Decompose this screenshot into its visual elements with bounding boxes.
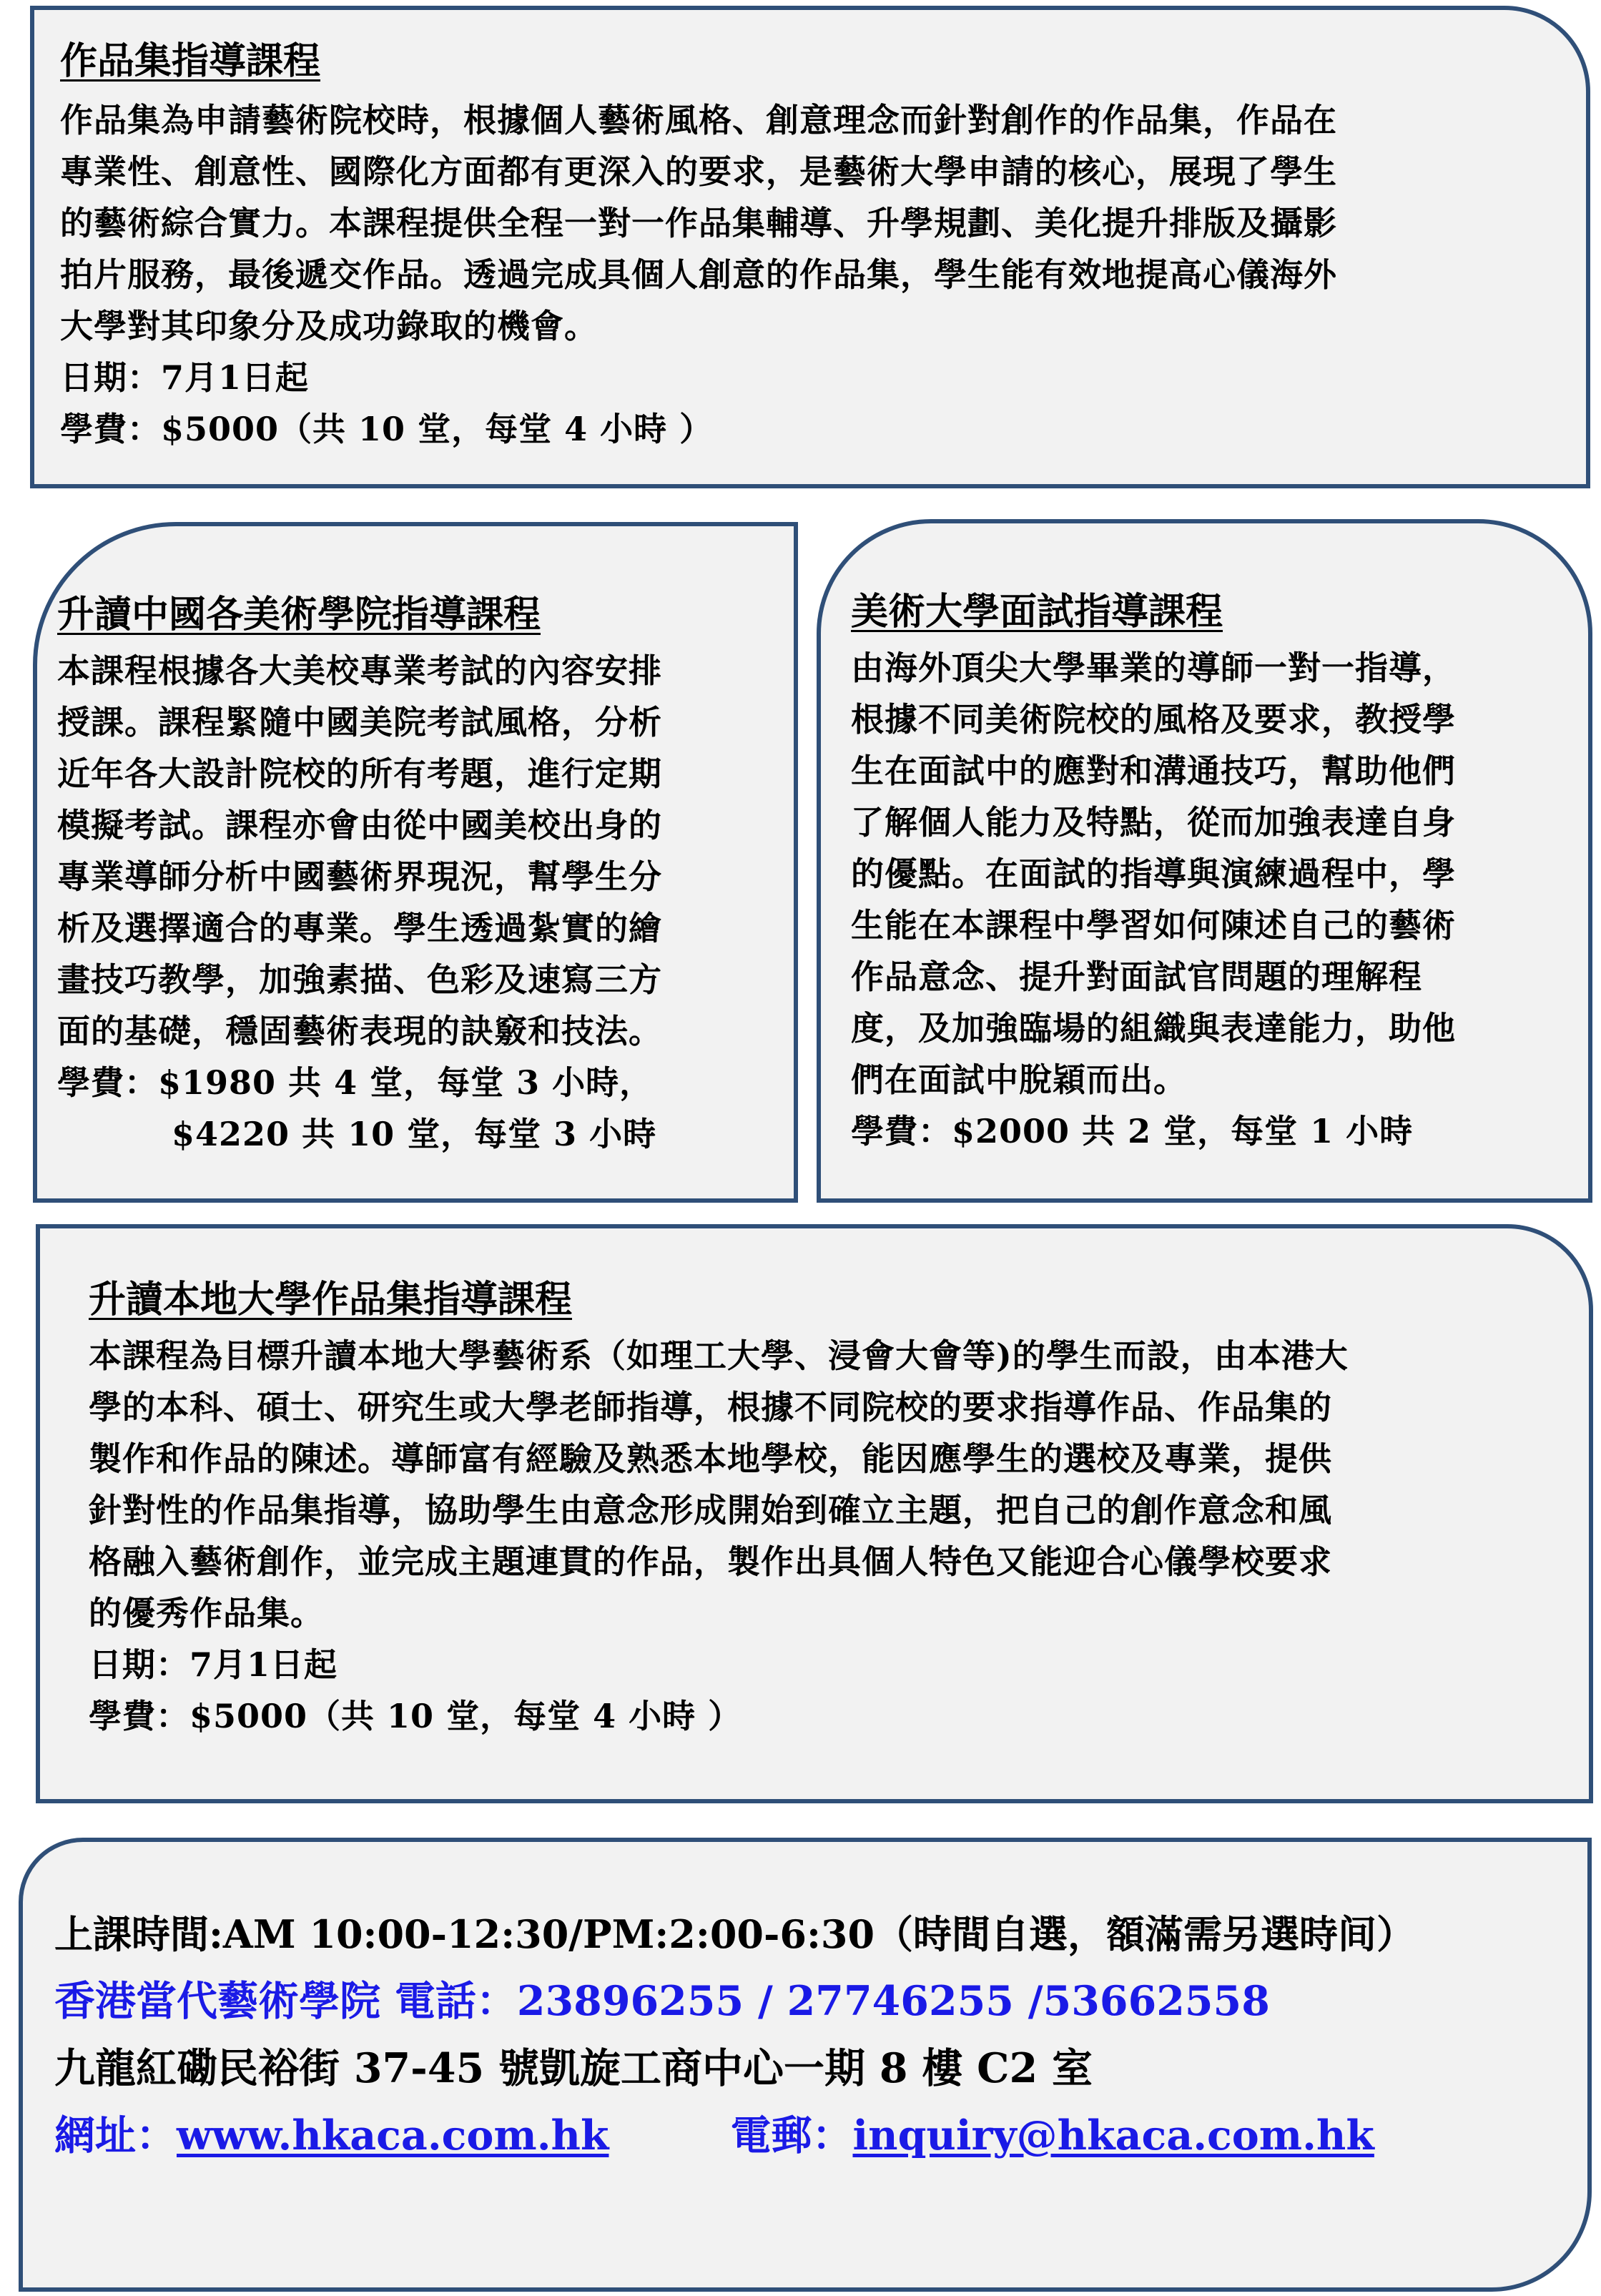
local-line: 本課程為目標升讀本地大學藝術系（如理工大學、浸會大會等)的學生而設，由本港大: [89, 1336, 1349, 1375]
interview-line: 生在面試中的應對和溝通技巧，幫助他們: [851, 752, 1456, 790]
portfolio-fee: 學費：$5000（共 10 堂，每堂 4 小時 ）: [60, 410, 714, 448]
interview-fee: 學費：$2000 共 2 堂，每堂 1 小時: [851, 1112, 1414, 1151]
china-art-line: 本課程根據各大美校專業考試的內容安排: [57, 651, 662, 690]
contact-links-row: [54, 2104, 1374, 2168]
website-link[interactable]: www.hkaca.com.hk: [177, 2112, 609, 2159]
local-line: 學的本科、碩士、研究生或大學老師指導，根據不同院校的要求指導作品、作品集的: [89, 1388, 1332, 1427]
portfolio-date: 日期：7月1日起: [60, 358, 310, 397]
china-art-line: 專業導師分析中國藝術界現況，幫學生分: [57, 857, 662, 896]
portfolio-line: 專業性、創意性、國際化方面都有更深入的要求，是藝術大學申請的核心，展現了學生: [60, 152, 1337, 191]
interview-line: 由海外頂尖大學畢業的導師一對一指導，: [851, 649, 1456, 687]
china-art-line: 面的基礎，穩固藝術表現的訣竅和技法。: [57, 1012, 662, 1050]
china-art-line: 析及選擇適合的專業。學生透過紮實的繪: [57, 909, 662, 947]
contact-info-box: [19, 1838, 1592, 2292]
local-university-course-title: 升讀本地大學作品集指導課程: [89, 1278, 573, 1321]
interview-line: 作品意念、提升對面試官問題的理解程: [851, 957, 1422, 996]
interview-line: 生能在本課程中學習如何陳述自己的藝術: [851, 906, 1456, 945]
interview-course-title: 美術大學面試指導課程: [851, 590, 1223, 634]
school-phone: 香港當代藝術學院 電話：23896255 / 27746255 /53662558: [54, 1977, 1270, 2025]
email-label: 電郵：: [730, 2112, 853, 2159]
portfolio-line: 拍片服務，最後遞交作品。透過完成具個人創意的作品集，學生能有效地提高心儀海外: [60, 255, 1337, 294]
local-line: 的優秀作品集。: [89, 1594, 324, 1632]
portfolio-line: 的藝術綜合實力。本課程提供全程一對一作品集輔導、升學規劃、美化提升排版及攝影: [60, 204, 1337, 242]
class-time: 上課時間:AM 10:00-12:30/PM:2:00-6:30（時間自選，額滿需另選時间）: [54, 1911, 1416, 1957]
portfolio-line: 大學對其印象分及成功錄取的機會。: [60, 307, 598, 345]
local-line: 格融入藝術創作，並完成主題連貫的作品，製作出具個人特色又能迎合心儀學校要求: [89, 1542, 1332, 1581]
portfolio-course-box: [30, 6, 1590, 488]
interview-course-description: [851, 642, 1456, 1157]
local-fee: 學費：$5000（共 10 堂，每堂 4 小時 ）: [89, 1697, 742, 1735]
local-line: 製作和作品的陳述。導師富有經驗及熟悉本地學校，能因應學生的選校及專業，提供: [89, 1439, 1332, 1478]
china-art-line: 近年各大設計院校的所有考題，進行定期: [57, 754, 662, 793]
local-line: 針對性的作品集指導，協助學生由意念形成開始到確立主題，把自己的創作意念和風: [89, 1491, 1332, 1529]
china-art-line: 授課。課程緊隨中國美院考試風格，分析: [57, 703, 662, 741]
interview-line: 們在面試中脫穎而出。: [851, 1060, 1187, 1099]
email-link[interactable]: inquiry@hkaca.com.hk: [852, 2112, 1374, 2159]
portfolio-course-title: 作品集指導課程: [60, 39, 321, 83]
interview-course-box: [817, 519, 1592, 1203]
interview-line: 了解個人能力及特點，從而加強表達自身: [851, 803, 1456, 842]
interview-line: 的優點。在面試的指導與演練過程中，學: [851, 854, 1456, 893]
china-art-line: 模擬考試。課程亦會由從中國美校出身的: [57, 806, 662, 844]
china-art-line: 畫技巧教學，加強素描、色彩及速寫三方: [57, 960, 662, 999]
china-art-course-description: [57, 645, 662, 1160]
interview-line: 根據不同美術院校的風格及要求，教授學: [851, 700, 1456, 739]
local-university-course-description: [89, 1330, 1349, 1742]
interview-line: 度，及加強臨場的組織與表達能力，助他: [851, 1009, 1456, 1048]
school-address: 九龍紅磡民裕街 37-45 號凱旋工商中心一期 8 樓 C2 室: [54, 2044, 1093, 2092]
china-art-fee-1: 學費：$1980 共 4 堂，每堂 3 小時，: [57, 1063, 654, 1102]
website-label: 網址：: [54, 2112, 177, 2159]
china-art-fee-2: $4220 共 10 堂，每堂 3 小時: [172, 1115, 657, 1153]
portfolio-course-description: [60, 94, 1337, 455]
local-date: 日期：7月1日起: [89, 1645, 338, 1684]
portfolio-line: 作品集為申請藝術院校時，根據個人藝術風格、創意理念而針對創作的作品集，作品在: [60, 101, 1337, 139]
china-art-course-title: 升讀中國各美術學院指導課程: [57, 593, 541, 636]
local-university-course-box: [36, 1224, 1593, 1803]
china-art-course-box: [33, 522, 798, 1203]
